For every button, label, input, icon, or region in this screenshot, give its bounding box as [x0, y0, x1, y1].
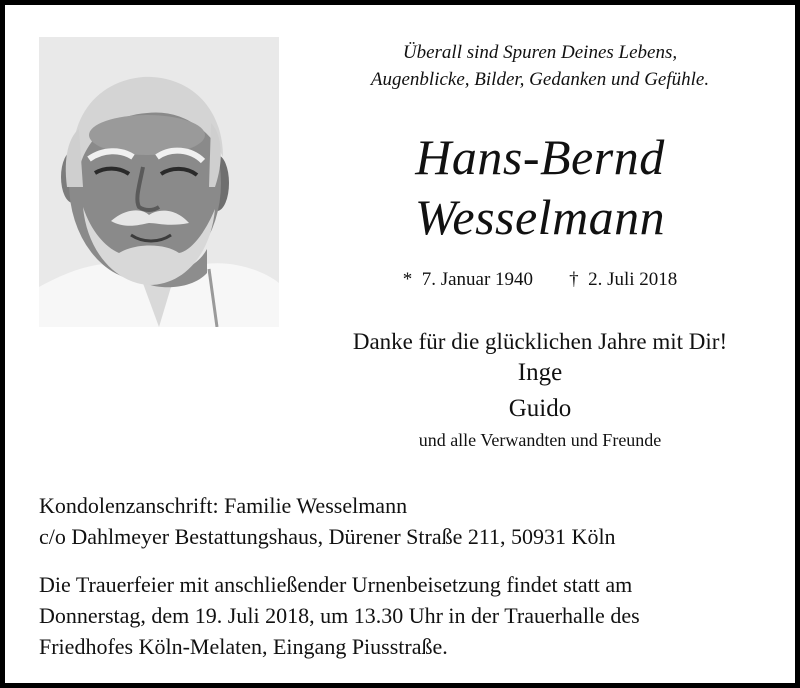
birth-date: * 7. Januar 1940	[402, 269, 534, 290]
death-date: † 2. Juli 2018	[569, 269, 678, 290]
deceased-last-name: Wesselmann	[414, 189, 666, 245]
poem-quote	[305, 39, 775, 93]
funeral-service-info	[39, 569, 779, 662]
service-line-2: Donnerstag, dem 19. Juli 2018, um 13.30 Uhr in der Trauerhalle des	[39, 603, 640, 628]
condolence-address	[39, 490, 779, 552]
service-line-1: Die Trauerfeier mit anschließender Urnenbeisetzung findet statt am	[39, 572, 633, 597]
condolence-line-1: Kondolenzanschrift: Familie Wesselmann	[39, 493, 408, 518]
relatives-line: und alle Verwandten und Freunde	[418, 430, 662, 450]
deceased-name	[305, 127, 775, 247]
poem-line-1: Überall sind Spuren Deines Lebens,	[402, 42, 678, 63]
poem-line-2: Augenblicke, Bilder, Gedanken und Gefühle.	[370, 69, 710, 90]
condolence-line-2: c/o Dahlmeyer Bestattungshaus, Dürener Straße 211, 50931 Köln	[39, 524, 616, 549]
signer-name: Guido	[508, 395, 572, 422]
service-line-3: Friedhofes Köln-Melaten, Eingang Piusstraße.	[39, 634, 448, 659]
portrait-photo-drawing	[39, 37, 279, 327]
thanks-message: Danke für die glücklichen Jahre mit Dir!	[352, 329, 728, 354]
portrait-photo-icon	[39, 37, 279, 327]
life-dates	[305, 267, 775, 293]
deceased-first-name: Hans-Bernd	[415, 129, 665, 185]
signer-name: Inge	[517, 359, 563, 386]
